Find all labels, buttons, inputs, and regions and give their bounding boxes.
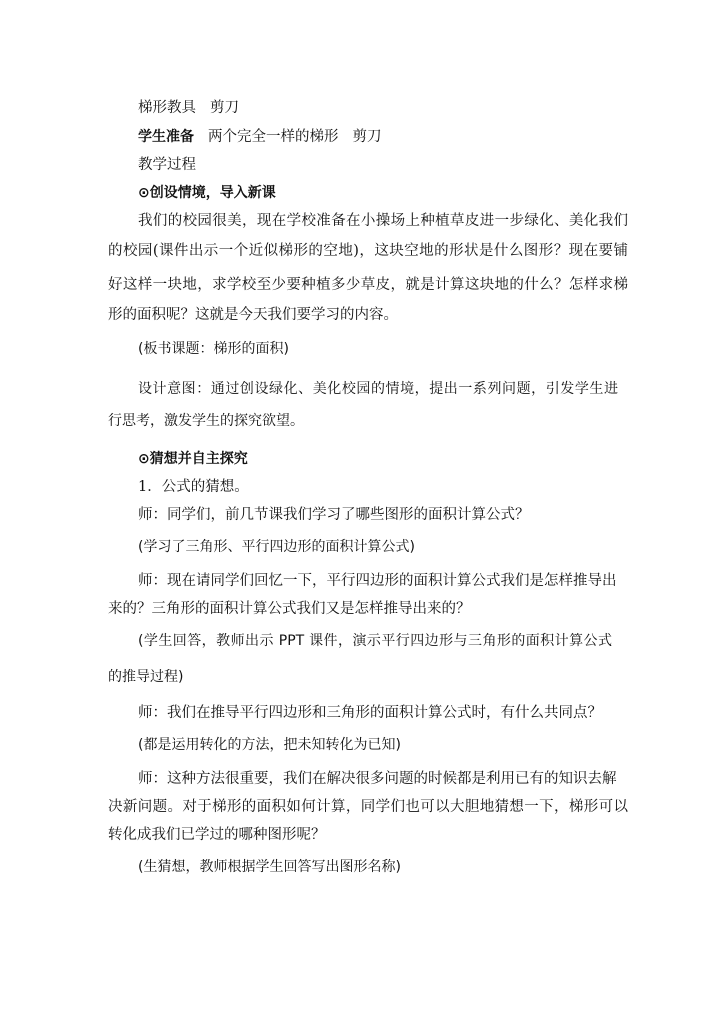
student-label: 学生准备 (138, 129, 194, 145)
board-title: (板书课题：梯形的面积) (138, 341, 289, 357)
teacher-tool: 剪刀 (210, 100, 239, 116)
answer-2-line-2: 的推导过程) (108, 669, 184, 685)
answer-3: (都是运用转化的方法，把未知转化为已知) (138, 737, 401, 753)
teacher-question-2-line-1: 师：现在请同学们回忆一下，平行四边形的面积计算公式我们是怎样推导出 (138, 573, 617, 589)
section1-heading: ⊙创设情境，导入新课 (138, 185, 276, 201)
section1-para-line-2: 的校园(课件出示一个近似梯形的空地)，这块空地的形状是什么图形？现在要铺 (108, 243, 628, 259)
teacher-question-2-line-2: 来的？三角形的面积计算公式我们又是怎样推导出来的？ (108, 601, 471, 617)
item-formula-guess: 1．公式的猜想。 (138, 479, 249, 495)
answer-4: (生猜想，教师根据学生回答写出图形名称) (138, 859, 401, 875)
teacher-question-4-line-1: 师：这种方法很重要，我们在解决很多问题的时候都是利用已有的知识去解 (138, 771, 617, 787)
section1-para-line-1: 我们的校园很美，现在学校准备在小操场上种植草皮进一步绿化、美化我们 (138, 213, 628, 229)
process-title: 教学过程 (138, 157, 196, 173)
answer-2-line-1: (学生回答，教师出示 PPT 课件，演示平行四边形与三角形的面积计算公式 (138, 633, 612, 649)
teacher-materials-line (138, 98, 658, 118)
design-intent-line-1: 设计意图：通过创设绿化、美化校园的情境，提出一系列问题，引发学生进 (138, 381, 618, 397)
teacher-question-4-line-3: 转化成我们已学过的哪种图形呢？ (108, 827, 326, 843)
student-tool: 剪刀 (352, 129, 382, 145)
student-materials-line (138, 127, 658, 147)
answer-1: (学习了三角形、平行四边形的面积计算公式) (138, 539, 415, 555)
design-intent-line-2: 行思考，激发学生的探究欲望。 (108, 413, 304, 429)
teacher-items: 梯形教具 (138, 100, 196, 116)
section1-para-line-4: 形的面积呢？这就是今天我们要学习的内容。 (108, 307, 398, 323)
section2-heading: ⊙猜想并自主探究 (138, 451, 248, 467)
teacher-question-3: 师：我们在推导平行四边形和三角形的面积计算公式时，有什么共同点？ (138, 705, 602, 721)
section1-para-line-3: 好这样一块地，求学校至少要种植多少草皮，就是计算这块地的什么？怎样求梯 (108, 277, 628, 293)
teacher-question-4-line-2: 决新问题。对于梯形的面积如何计算，同学们也可以大胆地猜想一下，梯形可以 (108, 799, 628, 815)
student-items: 两个完全一样的梯形 (208, 129, 339, 145)
teacher-question-1: 师：同学们，前几节课我们学习了哪些图形的面积计算公式？ (138, 507, 530, 523)
